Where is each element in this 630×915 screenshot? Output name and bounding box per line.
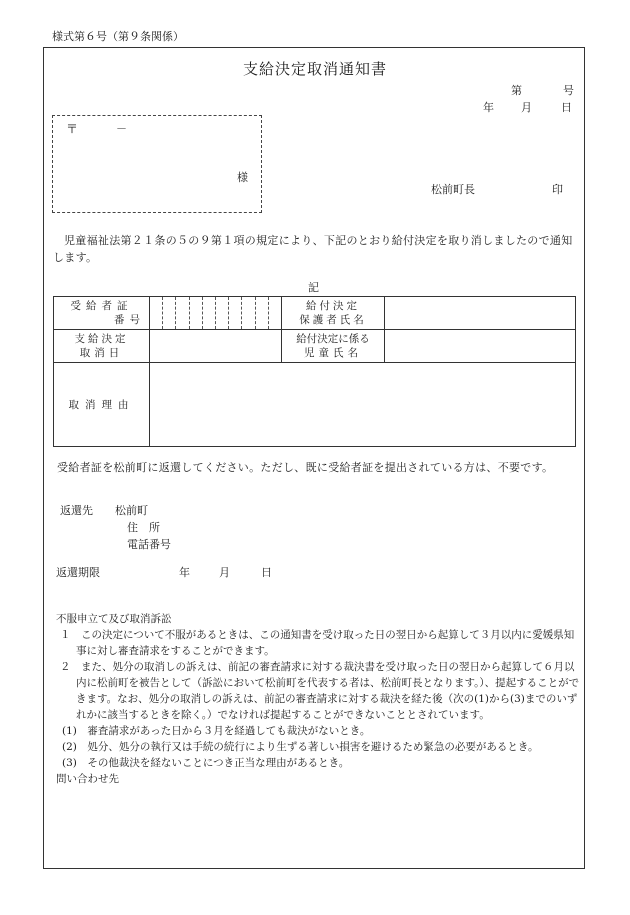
reason-value xyxy=(150,363,576,447)
return-notice: 受給者証を松前町に返還してください。ただし、既に受給者証を提出されている方は、不要です。 xyxy=(57,461,554,474)
recipient-honorific: 様 xyxy=(237,171,248,184)
return-to-label: 返還先 xyxy=(60,504,93,517)
record-table xyxy=(53,296,576,447)
return-to-address-label: 住 所 xyxy=(127,521,160,534)
ki-label: 記 xyxy=(308,281,319,294)
appeal-sub-3: (3) その他裁決を経ないことにつき正当な理由があるとき。 xyxy=(62,757,350,769)
appeal-sub-2: (2) 処分、処分の執行又は手続の続行により生ずる著しい損害を避けるため緊急の必要があるとき。 xyxy=(62,741,539,753)
return-to-phone-label: 電話番号 xyxy=(127,538,171,551)
cancel-date-value xyxy=(150,330,282,363)
postal-mark: 〒 xyxy=(66,122,79,136)
cert-number-cells xyxy=(150,297,282,330)
child-label: 給付決定に係る 児童氏名 xyxy=(282,330,385,363)
recipient-address-box xyxy=(52,115,262,213)
date-month: 月 xyxy=(521,101,532,114)
deadline-month: 月 xyxy=(219,566,230,579)
document-title: 支給決定取消通知書 xyxy=(242,60,387,78)
cert-number-label: 受給者証 番号 xyxy=(54,297,150,330)
inquiry-label: 問い合わせ先 xyxy=(56,773,119,785)
guardian-label: 給付決定 保護者氏名 xyxy=(282,297,385,330)
appeal-section xyxy=(56,611,581,787)
appeal-item-1: １ この決定について不服があるときは、この通知書を受け取った日の翌日から起算して３月以内に愛媛県知事に対し審査請求をすることができます。 xyxy=(60,629,575,657)
intro-paragraph: 児童福祉法第２１条の５の９第１項の規定により、下記のとおり給付決定を取り消しましたので通知します。 xyxy=(53,234,573,264)
child-name-value xyxy=(385,330,576,363)
deadline-year: 年 xyxy=(179,566,190,579)
issuer-seal: 印 xyxy=(552,183,563,196)
doc-number-suffix: 号 xyxy=(563,84,574,97)
deadline-label: 返還期限 xyxy=(56,566,100,579)
date-day: 日 xyxy=(561,101,572,114)
appeal-item-2: ２ また、処分の取消しの訴えは、前記の審査請求に対する裁決書を受け取った日の翌日から起算して６月以内に松前町を被告として（訴訟において松前町を代表する者は、松前町長となります。）、提起することができます。なお、処分の取消しの訴えは、前記の審査請求に対する裁決を経た後（次の(1)から(3)までのいずれかに該当するときを除く。）でなければ提起することができないこととされています。 xyxy=(60,661,580,721)
cancel-date-label: 支給決定 取消日 xyxy=(54,330,150,363)
postal-dash: － xyxy=(116,122,127,135)
return-to-name: 松前町 xyxy=(115,504,148,517)
appeal-heading: 不服申立て及び取消訴訟 xyxy=(56,613,172,625)
doc-number-prefix: 第 xyxy=(511,84,522,97)
issuer-name: 松前町長 xyxy=(431,183,475,196)
reason-label: 取消理由 xyxy=(54,363,150,447)
form-number: 様式第６号（第９条関係） xyxy=(52,30,184,43)
appeal-sub-1: (1) 審査請求があった日から３月を経過しても裁決がないとき。 xyxy=(62,725,371,737)
date-year: 年 xyxy=(483,101,494,114)
deadline-day: 日 xyxy=(261,566,272,579)
guardian-name-value xyxy=(385,297,576,330)
